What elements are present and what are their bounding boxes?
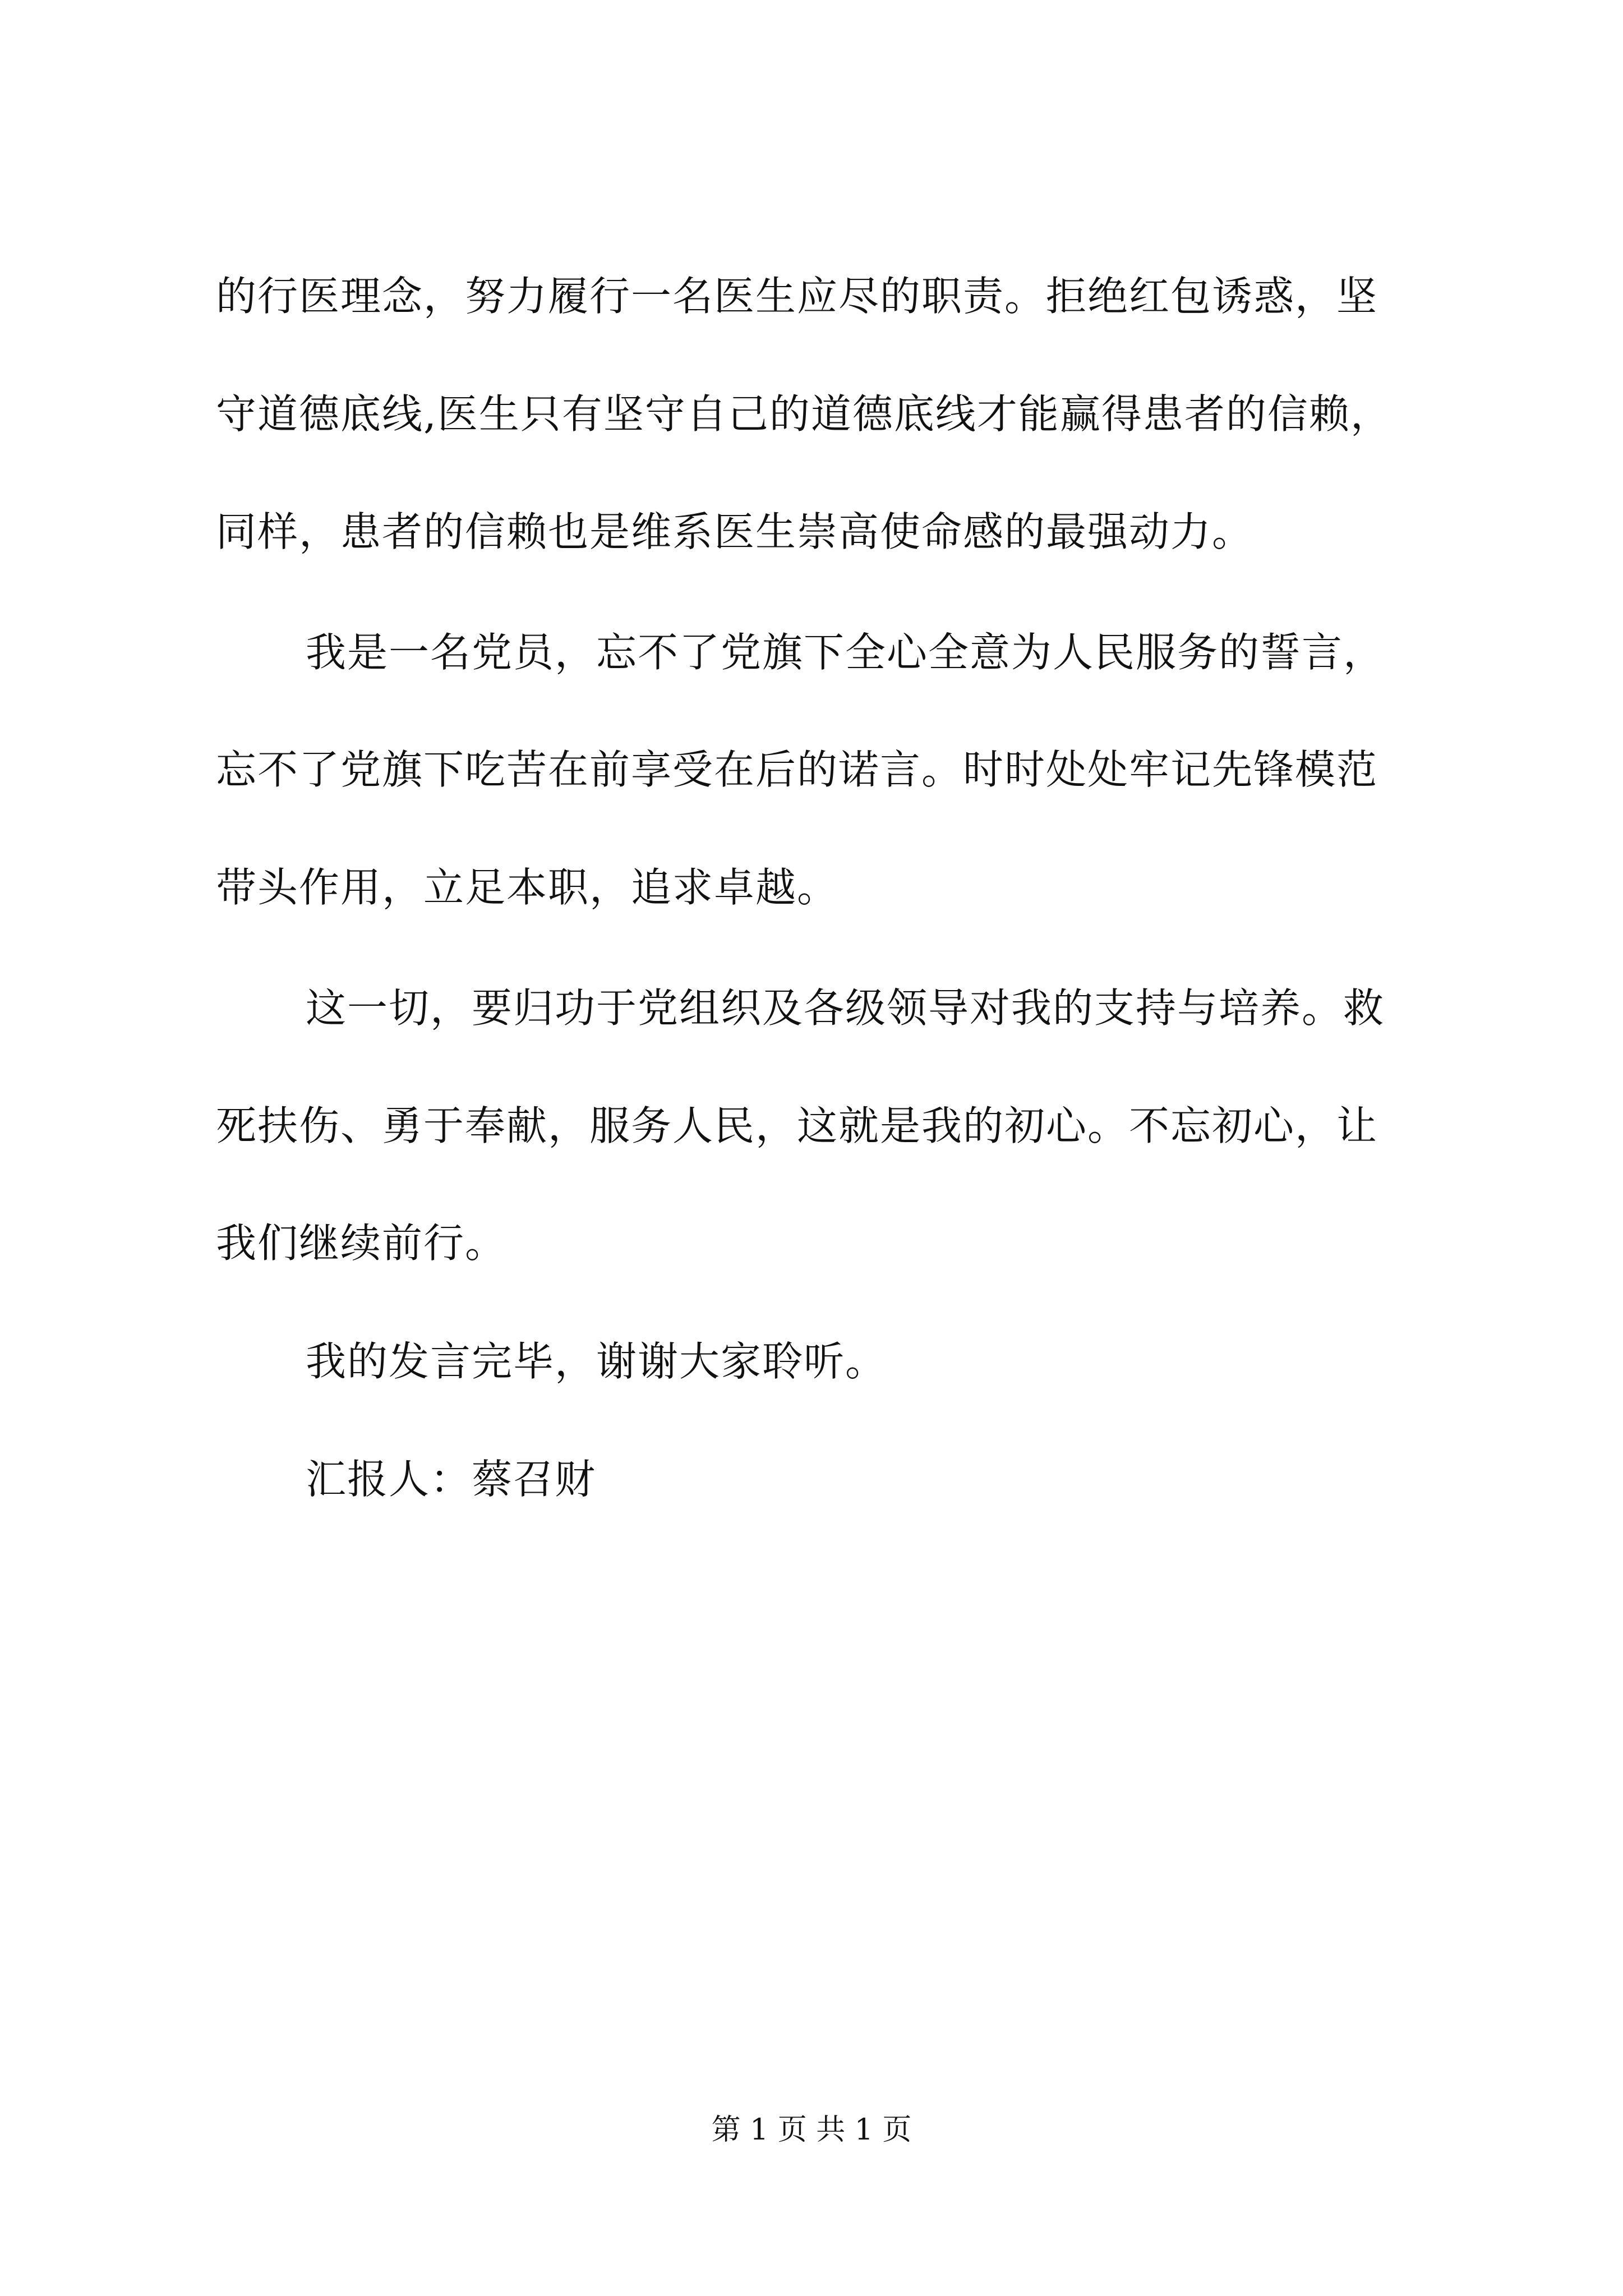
reporter-signature-line: 汇报人：蔡召财 [306, 1456, 597, 1503]
paragraph-line: 这一切，要归功于党组织及各级领导对我的支持与培养。救 [306, 984, 1385, 1032]
paragraph-line: 同样，患者的信赖也是维系医生崇高使命感的最强动力。 [216, 508, 1254, 555]
paragraph-line: 忘不了党旗下吃苦在前享受在后的诺言。时时处处牢记先锋模范 [216, 746, 1378, 793]
paragraph-line: 我是一名党员，忘不了党旗下全心全意为人民服务的誓言， [306, 629, 1385, 676]
closing-remark: 我的发言完毕，谢谢大家聆听。 [306, 1338, 887, 1385]
paragraph-line: 我们继续前行。 [216, 1220, 507, 1267]
page-footer: 第 1 页 共 1 页 [711, 2113, 912, 2147]
paragraph-line: 带头作用，立足本职，追求卓越。 [216, 864, 839, 911]
paragraph-line: 守道德底线,医生只有坚守自己的道德底线才能赢得患者的信赖， [216, 390, 1392, 438]
paragraph-line: 死扶伤、勇于奉献，服务人民，这就是我的初心。不忘初心，让 [216, 1102, 1378, 1149]
paragraph-line: 的行医理念，努力履行一名医生应尽的职责。拒绝红包诱惑，坚 [216, 273, 1378, 320]
